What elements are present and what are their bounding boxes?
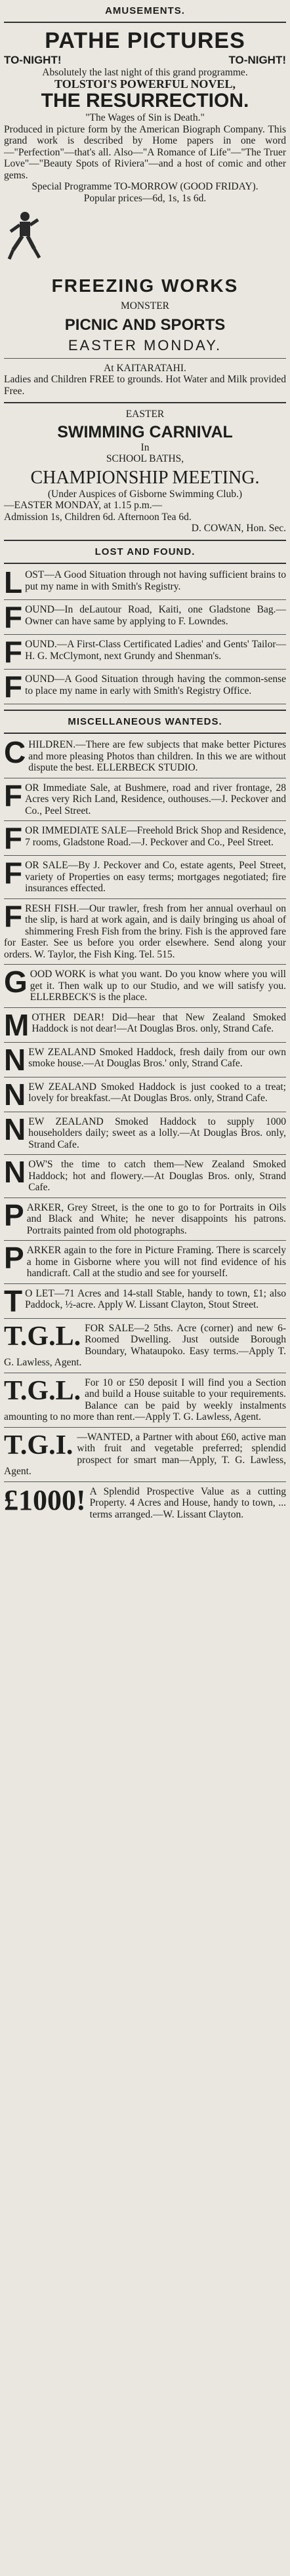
divider bbox=[4, 1427, 286, 1428]
divider bbox=[4, 1481, 286, 1482]
drop-initial: N bbox=[4, 1155, 26, 1189]
swim-in: In bbox=[140, 441, 150, 453]
classified-ad bbox=[4, 965, 286, 1003]
location: At KAITARATAHI. bbox=[104, 362, 186, 374]
classified-ad bbox=[4, 1197, 286, 1237]
ad-text: OR Immediate Sale, at Bushmere, road and river frontage, 28 Acres very Rich Land, Residence, outhouses.—J. Peckover and Co., Peel Street. bbox=[25, 782, 286, 816]
classified-ad bbox=[4, 1283, 286, 1318]
divider bbox=[4, 669, 286, 670]
divider bbox=[4, 1283, 286, 1284]
pathe-prices: Popular prices—6d, 1s, 1s 6d. bbox=[83, 192, 207, 204]
ad-text: OUND—In deLautour Road, Kaiti, one Gladstone Bag.—Owner can have same by applying to F. Lowndes. bbox=[25, 604, 286, 627]
divider bbox=[4, 1007, 286, 1008]
drop-initial: C bbox=[4, 735, 26, 769]
runner-illustration-icon bbox=[4, 211, 43, 262]
classified-ad bbox=[4, 635, 286, 669]
misc-wanteds-heading: MISCELLANEOUS WANTEDS. bbox=[68, 716, 222, 727]
swim-admission: Admission 1s, Children 6d. Afternoon Tea 6d. bbox=[4, 511, 192, 523]
divider bbox=[4, 733, 286, 734]
ad-text: OW'S the time to catch them—New Zealand Smoked Haddock; hot and flowery.—At Douglas Bros. only, Strand Cafe. bbox=[28, 1159, 286, 1193]
drop-initial: P bbox=[4, 1197, 24, 1232]
free-note: Ladies and Children FREE to grounds. Hot Water and Milk provided Free. bbox=[4, 374, 286, 397]
drop-initial: P bbox=[4, 1241, 24, 1275]
divider bbox=[4, 22, 286, 23]
ad-text: EW ZEALAND Smoked Haddock to supply 1000 householders daily; sweet as a lolly.—At Douglas Bros. only, Strand Cafe. bbox=[28, 1116, 286, 1150]
tonight-row bbox=[4, 54, 286, 67]
tgl-text: FOR SALE—2 5ths. Acre (corner) and new 6-Roomed Dwelling. Just outside Borough Boundary, Whataupoko. Easy terms.—Apply T. G. Lawless, Agent. bbox=[4, 1322, 286, 1368]
ad-text: RESH FISH.—Our trawler, fresh from her annual overhaul on the slip, is hard at work again, and is daily bringing us ahoal of shimmering Fresh Fish from the briny. Fish is the approved fare for Easter. See us before you order elsewhere. Send along your orders. W. Taylor, the Fish King. Tel. 515. bbox=[4, 902, 286, 960]
drop-initial: M bbox=[4, 1007, 30, 1042]
divider bbox=[4, 820, 286, 821]
tgl-big: T.G.L. bbox=[4, 1321, 81, 1352]
tgl-big: T.G.I. bbox=[4, 1430, 73, 1460]
divider bbox=[4, 1318, 286, 1319]
wanted-list bbox=[4, 735, 286, 1319]
drop-initial: F bbox=[4, 778, 23, 813]
pathe-ad bbox=[4, 28, 286, 204]
pathe-description: Produced in picture form by the American Biograph Company. This grand work is described by Home papers in one word—"Perfection"—that's all. Also—"A Romance of Life"—"The Truer Love"—"Beauty Spots of Riviera"—and a host of comic and other gems. bbox=[4, 123, 286, 181]
ad-text: ARKER, Grey Street, is the one to go to for Portraits in Oils and Black and White; he never disappoints his patrons. Portraits painted from old photographs. bbox=[26, 1201, 286, 1236]
classified-ad bbox=[4, 898, 286, 961]
swim-title: SWIMMING CARNIVAL bbox=[57, 422, 233, 441]
ad-text: O LET—71 Acres and 14-stall Stable, handy to town, £1; also Paddock, ½-acre. Apply W. Lissant Clayton, Stout Street. bbox=[25, 1287, 286, 1310]
divider bbox=[4, 710, 286, 711]
drop-initial: N bbox=[4, 1112, 26, 1146]
ad-text: OST—A Good Situation through not having sufficient brains to put my name in with Smith's Registry. bbox=[25, 569, 286, 592]
ad-text: OUND—A Good Situation through having the common-sense to place my name in early with Smith's Registry Office. bbox=[25, 674, 286, 696]
classified-ad bbox=[4, 1042, 286, 1077]
ad-text: HILDREN.—There are few subjects that make better Pictures and more pleasing Photos than children. In this we are without dispute the best. ELLERBECK STUDIO. bbox=[28, 739, 286, 773]
drop-initial: F bbox=[4, 898, 23, 933]
classified-ad bbox=[4, 821, 286, 855]
divider bbox=[4, 358, 286, 359]
drop-initial: N bbox=[4, 1042, 26, 1077]
final-ad bbox=[4, 1483, 286, 1521]
pathe-title: PATHE PICTURES bbox=[45, 28, 245, 53]
lost-found-list bbox=[4, 565, 286, 704]
tgl-text: For 10 or £50 deposit I will find you a Section and build a House suitable to your requirements. Balance can be paid by weekly instalments amounting to no more than rent.—Apply T. G. Lawless, Agent. bbox=[4, 1377, 286, 1422]
classified-ad bbox=[4, 600, 286, 634]
divider bbox=[4, 1154, 286, 1155]
pathe-novel: TOLSTOI'S POWERFUL NOVEL, bbox=[54, 77, 236, 91]
divider bbox=[4, 855, 286, 856]
swim-baths: SCHOOL BATHS, bbox=[106, 453, 184, 464]
divider bbox=[4, 964, 286, 965]
amusements-heading: AMUSEMENTS. bbox=[105, 5, 185, 16]
swim-easter: EASTER bbox=[125, 409, 165, 420]
ad-text: EW ZEALAND Smoked Haddock, fresh daily from our own smoke house.—At Douglas Bros.' only, Strand Cafe. bbox=[28, 1046, 286, 1069]
ad-text: OR IMMEDIATE SALE—Freehold Brick Shop and Residence, 7 rooms, Gladstone Road.—J. Peckover and Co., Peel Street. bbox=[25, 825, 286, 848]
classified-ad bbox=[4, 778, 286, 817]
championship-title: CHAMPIONSHIP MEETING. bbox=[30, 467, 260, 488]
tgl-text: —WANTED, a Partner with about £60, active man with fruit and vegetable preferred; splendid prospect for smart man—Apply, T. G. Lawless, Agent. bbox=[4, 1431, 286, 1477]
tgl-big: T.G.L. bbox=[4, 1375, 81, 1406]
classified-ad bbox=[4, 670, 286, 704]
tgl-ad bbox=[4, 1323, 286, 1369]
classified-ad bbox=[4, 1241, 286, 1279]
ad-text: OOD WORK is what you want. Do you know where you will get it. Then walk up to our Studio, and we will satisfy you. ELLERBECK'S is the place. bbox=[30, 969, 286, 1003]
easter-monday: EASTER MONDAY. bbox=[68, 336, 222, 353]
picnic-title: PICNIC AND SPORTS bbox=[64, 315, 226, 334]
freezing-title: FREEZING WORKS bbox=[51, 275, 239, 296]
swim-auspices: (Under Auspices of Gisborne Swimming Club.) bbox=[47, 488, 243, 500]
divider bbox=[4, 540, 286, 541]
classified-ad bbox=[4, 1077, 286, 1112]
newspaper-page bbox=[3, 0, 287, 1520]
tonight-left: TO-NIGHT! bbox=[4, 54, 62, 66]
swim-signature: D. COWAN, Hon. Sec. bbox=[191, 523, 286, 534]
divider bbox=[4, 1240, 286, 1241]
classified-ad bbox=[4, 1155, 286, 1194]
divider bbox=[4, 634, 286, 635]
resurrection-title: THE RESURRECTION. bbox=[41, 90, 249, 111]
classified-ad bbox=[4, 565, 286, 599]
tgl-list bbox=[4, 1323, 286, 1482]
swim-when: —EASTER MONDAY, at 1.15 p.m.— bbox=[4, 500, 163, 511]
classified-ad bbox=[4, 856, 286, 895]
drop-initial: F bbox=[4, 856, 23, 890]
divider bbox=[4, 898, 286, 899]
tgl-ad bbox=[4, 1432, 286, 1478]
classified-ad bbox=[4, 735, 286, 774]
swimming-ad bbox=[4, 409, 286, 534]
ad-text: ARKER again to the fore in Picture Framing. There is scarcely a home in Gisborne where you will not find evidence of his handicraft. Call at the studio and see for yourself. bbox=[26, 1245, 286, 1279]
drop-initial: F bbox=[4, 600, 23, 634]
final-text: A Splendid Prospective Value as a cutting Property. 4 Acres and House, handy to town, ... terms arranged.—W. Lissant Clayton. bbox=[89, 1485, 286, 1520]
lost-found-heading: LOST AND FOUND. bbox=[94, 546, 196, 557]
monster-label: MONSTER bbox=[120, 300, 170, 312]
tgl-ad bbox=[4, 1377, 286, 1423]
drop-initial: F bbox=[4, 635, 23, 669]
freezing-works-ad bbox=[4, 275, 286, 397]
ad-text: OR SALE—By J. Peckover and Co, estate agents, Peel Street, variety of Properties on easy terms; mortgages negotiated; fire insurances effected. bbox=[25, 860, 286, 894]
ad-text: OUND.—A First-Class Certificated Ladies' and Gents' Tailor—H. G. McClymont, next Grundy and Shenman's. bbox=[25, 639, 286, 662]
pathe-wages: "The Wages of Sin is Death." bbox=[85, 112, 205, 123]
tonight-right: TO-NIGHT! bbox=[228, 54, 286, 66]
drop-initial: L bbox=[4, 565, 23, 599]
classified-ad bbox=[4, 1112, 286, 1151]
divider bbox=[4, 1197, 286, 1198]
drop-initial: G bbox=[4, 965, 28, 999]
divider bbox=[4, 563, 286, 564]
drop-initial: F bbox=[4, 821, 23, 855]
final-big: £1000! bbox=[4, 1483, 86, 1516]
divider bbox=[4, 599, 286, 600]
drop-initial: F bbox=[4, 670, 23, 704]
drop-initial: T bbox=[4, 1283, 23, 1318]
ad-text: OTHER DEAR! Did—hear that New Zealand Smoked Haddock is not dear!—At Douglas Bros. only, Strand Cafe. bbox=[31, 1011, 286, 1034]
pathe-line-1: Absolutely the last night of this grand programme. bbox=[42, 67, 248, 78]
ad-text: EW ZEALAND Smoked Haddock is just cooked to a treat; lovely for breakfast.—At Douglas Bros. only, Strand Cafe. bbox=[28, 1081, 286, 1104]
classified-ad bbox=[4, 1007, 286, 1042]
divider bbox=[4, 1042, 286, 1043]
divider bbox=[4, 402, 286, 403]
drop-initial: N bbox=[4, 1077, 26, 1112]
pathe-special: Special Programme TO-MORROW (GOOD FRIDAY). bbox=[31, 181, 259, 192]
